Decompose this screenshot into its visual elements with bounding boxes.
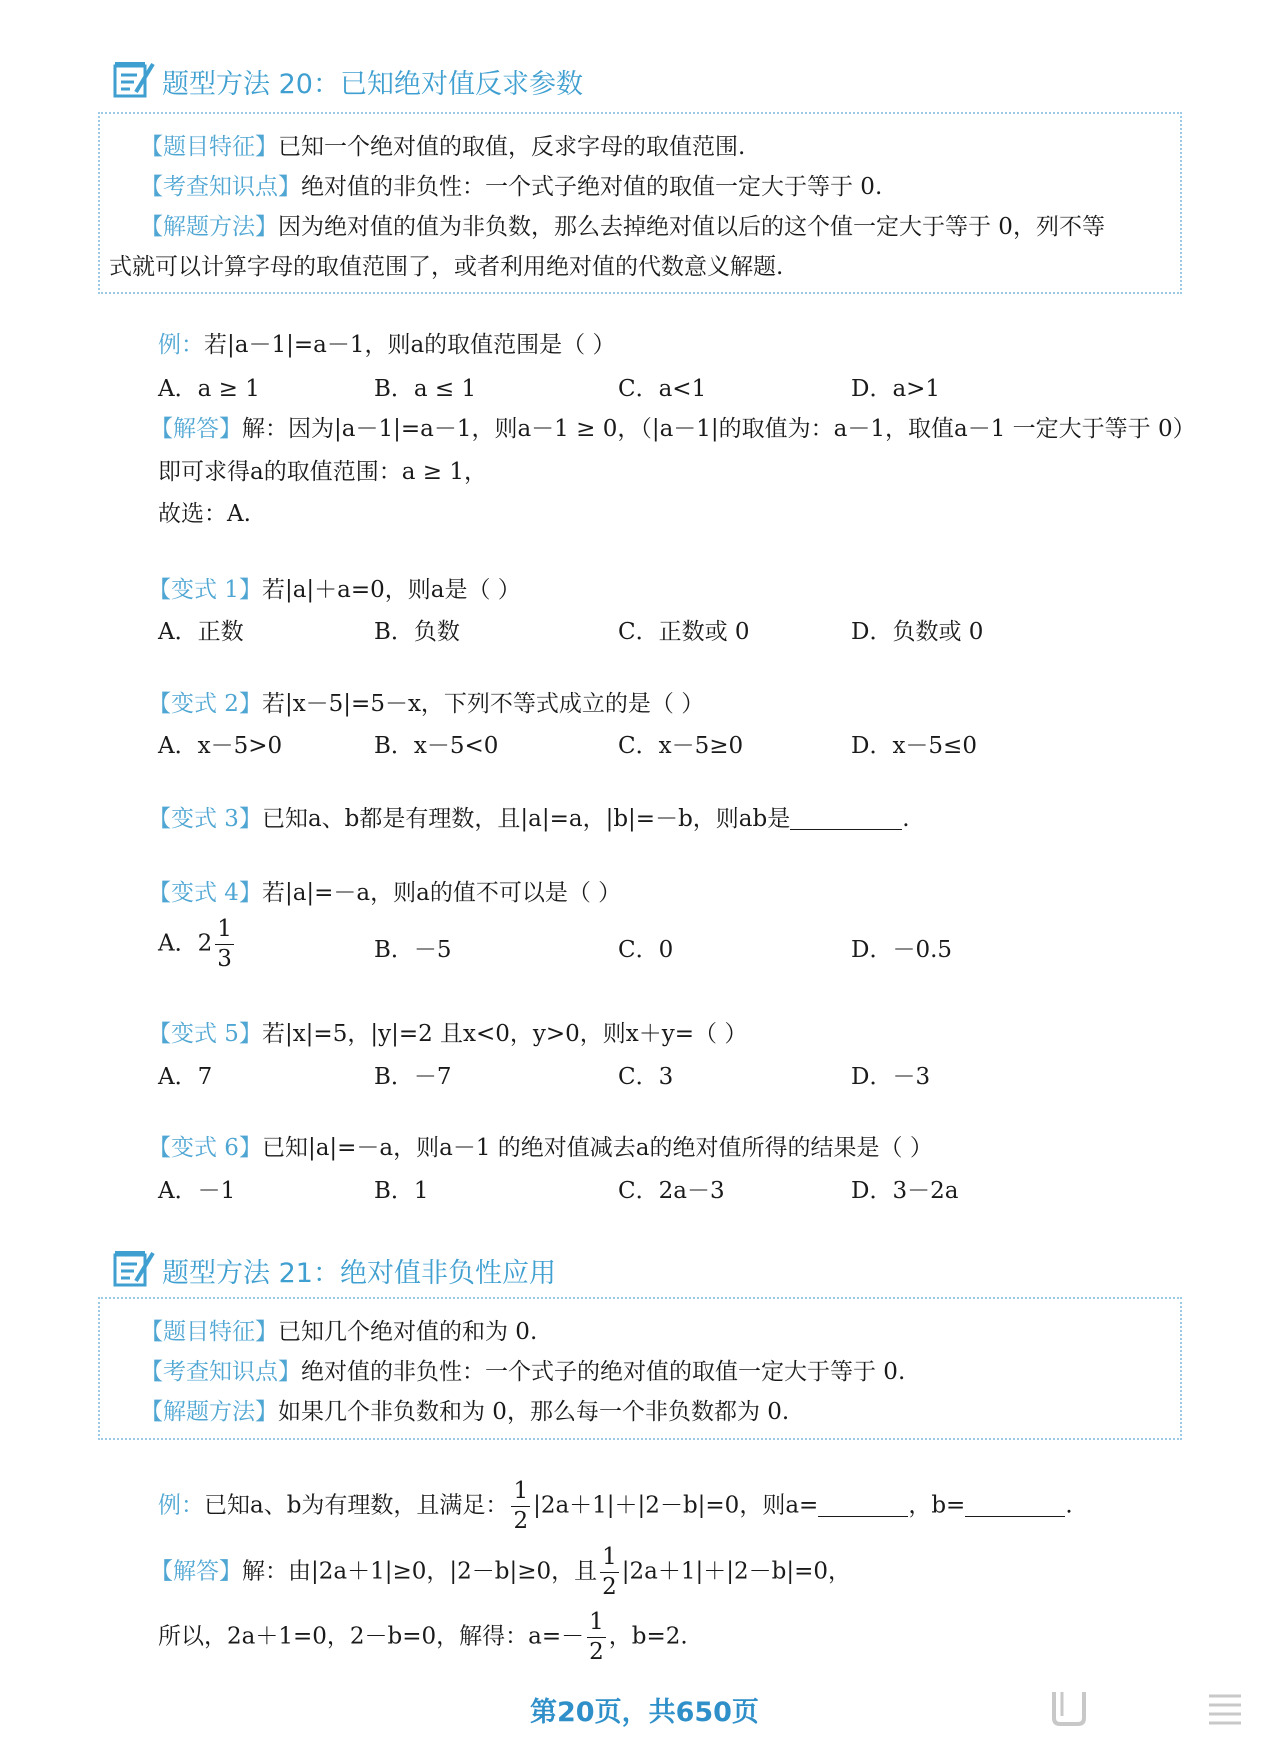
notepad-icon: [112, 1249, 156, 1289]
variant-6-question: [148, 1129, 933, 1162]
answer-text-end: ，b=2.: [608, 1623, 688, 1650]
fraction: [215, 918, 234, 971]
answer-tag: 【解答】: [150, 416, 242, 442]
option-d: D．a>1: [851, 376, 941, 402]
fraction-denominator: 2: [589, 1639, 604, 1665]
feature-line: [140, 128, 745, 161]
option-c: C．2a－3: [618, 1178, 725, 1204]
method-text: 如果几个非负数和为 0，那么每一个非负数都为 0.: [278, 1399, 790, 1425]
option-b: B．x－5<0: [374, 733, 499, 759]
variant-text: 若|a|=－a，则a的值不可以是（ ）: [261, 880, 622, 906]
option-a: A．a ≥ 1: [158, 376, 260, 402]
knowledge-text: 绝对值的非负性：一个式子绝对值的取值一定大于等于 0.: [301, 174, 883, 200]
option-a: A．x－5>0: [158, 733, 283, 759]
variant-text: 若|a|＋a=0，则a是（ ）: [261, 577, 521, 603]
method-tag: 【解题方法】: [140, 214, 278, 240]
variant-tag: 【变式 4】: [148, 880, 262, 906]
variant-tag: 【变式 2】: [148, 691, 262, 717]
feature-text: 已知几个绝对值的和为 0.: [278, 1319, 538, 1345]
section-title: 题型方法 21：绝对值非负性应用: [162, 1258, 556, 1289]
fraction-denominator: 2: [513, 1508, 529, 1534]
feature-tag: 【题目特征】: [140, 134, 278, 160]
variant-1-question: [148, 571, 521, 604]
knowledge-line: [140, 1353, 905, 1386]
example-end: .: [1065, 1492, 1073, 1519]
answer-text: 解：因为|a－1|=a－1，则a－1 ≥ 0，（|a－1|的取值为：a－1，取值a－1 一定大于等于 0）: [242, 416, 1196, 442]
answer-line-2: [158, 1611, 688, 1664]
method-box: [98, 1297, 1182, 1440]
option-c: C．a<1: [618, 376, 707, 402]
knowledge-text: 绝对值的非负性：一个式子的绝对值的取值一定大于等于 0.: [301, 1359, 906, 1385]
notepad-icon: [112, 60, 156, 100]
fraction-numerator: 1: [511, 1480, 530, 1507]
method-tag: 【解题方法】: [140, 1399, 278, 1425]
method-line: [140, 208, 1105, 241]
fraction-numerator: 1: [215, 918, 234, 945]
variant-3-question: [148, 800, 910, 833]
answer-line-1: [150, 1546, 851, 1599]
knowledge-tag: 【考查知识点】: [140, 1359, 301, 1385]
variant-tag: 【变式 1】: [148, 577, 262, 603]
option-d: D．－3: [851, 1064, 931, 1090]
method-line-2: 式就可以计算字母的取值范围了，或者利用绝对值的代数意义解题.: [109, 254, 784, 280]
variant-2-question: [148, 685, 704, 718]
example-text: 若|a－1|=a－1，则a的取值范围是（ ）: [204, 332, 616, 358]
answer-text: 所以，2a＋1=0，2－b=0，解得：a=－: [158, 1623, 585, 1650]
example-question: [158, 326, 615, 359]
answer-blank-b[interactable]: [965, 1494, 1065, 1517]
option-c: C．0: [618, 937, 674, 963]
example-question: [158, 1480, 1073, 1533]
option-b: B．a ≤ 1: [374, 376, 477, 402]
answer-line-1: [150, 410, 1196, 443]
variant-text: 若|x－5|=5－x，下列不等式成立的是（ ）: [261, 691, 705, 717]
variant-suffix: .: [902, 806, 910, 832]
variant-5-question: [148, 1015, 747, 1048]
option-d: D．－0.5: [851, 937, 953, 963]
page-number: 第20页，共650页: [530, 1697, 759, 1728]
option-b: B．－5: [374, 937, 452, 963]
variant-text: 若|x|=5，|y|=2 且x<0，y>0，则x＋y=（ ）: [261, 1021, 748, 1047]
option-a: A．7: [158, 1064, 213, 1090]
option-a: A．－1: [158, 1178, 236, 1204]
fraction-numerator: 1: [587, 1611, 606, 1638]
answer-blank-a[interactable]: [818, 1494, 908, 1517]
option-b: B．1: [374, 1178, 429, 1204]
feature-line: [140, 1313, 537, 1346]
fraction: [600, 1546, 619, 1599]
answer-text: 解：由|2a＋1|≥0，|2－b|≥0，且: [242, 1558, 598, 1585]
answer-blank[interactable]: [790, 807, 902, 830]
option-b: B．－7: [374, 1064, 452, 1090]
method-box: [98, 112, 1182, 294]
knowledge-tag: 【考查知识点】: [140, 174, 301, 200]
page-view-icon[interactable]: [1048, 1688, 1088, 1728]
variant-tag: 【变式 3】: [148, 806, 262, 832]
fraction-numerator: 1: [600, 1546, 619, 1573]
fraction: [587, 1611, 606, 1664]
example-tag: 例：: [158, 332, 204, 358]
variant-tag: 【变式 6】: [148, 1135, 262, 1161]
fraction-denominator: 3: [217, 946, 232, 972]
method-text: 因为绝对值的值为非负数，那么去掉绝对值以后的这个值一定大于等于 0，列不等: [278, 214, 1105, 240]
feature-text: 已知一个绝对值的取值，反求字母的取值范围.: [278, 134, 746, 160]
variant-tag: 【变式 5】: [148, 1021, 262, 1047]
option-c: C．正数或 0: [618, 619, 750, 645]
knowledge-line: [140, 168, 882, 201]
method-line: [140, 1393, 789, 1426]
answer-text-end: |2a＋1|＋|2－b|=0，: [621, 1558, 852, 1585]
option-a-prefix: A．2: [158, 930, 213, 957]
section-title: 题型方法 20：已知绝对值反求参数: [162, 69, 583, 100]
option-a: A．正数: [158, 619, 244, 645]
answer-tag: 【解答】: [150, 1558, 242, 1585]
option-d: D．x－5≤0: [851, 733, 977, 759]
option-a: [158, 918, 237, 971]
answer-line-2: 即可求得a的取值范围：a ≥ 1，: [158, 459, 487, 485]
answer-line-3: 故选：A.: [158, 501, 251, 527]
option-c: C．3: [618, 1064, 674, 1090]
variant-text: 已知|a|=－a，则a－1 的绝对值减去a的绝对值所得的结果是（ ）: [261, 1135, 933, 1161]
example-tag: 例：: [158, 1492, 204, 1519]
feature-tag: 【题目特征】: [140, 1319, 278, 1345]
option-b: B．负数: [374, 619, 460, 645]
variant-4-question: [148, 874, 621, 907]
fraction: [511, 1480, 530, 1533]
example-b: ，b=: [908, 1492, 966, 1519]
variant-text: 已知a、b都是有理数，且|a|=a，|b|=－b，则ab是: [261, 806, 791, 832]
fraction-denominator: 2: [602, 1574, 617, 1600]
example-text: 已知a、b为有理数，且满足：: [204, 1492, 509, 1519]
option-c: C．x－5≥0: [618, 733, 744, 759]
option-d: D．负数或 0: [851, 619, 984, 645]
option-d: D．3－2a: [851, 1178, 959, 1204]
list-view-icon[interactable]: [1205, 1688, 1245, 1728]
example-mid: |2a＋1|＋|2－b|=0，则a=: [533, 1492, 819, 1519]
